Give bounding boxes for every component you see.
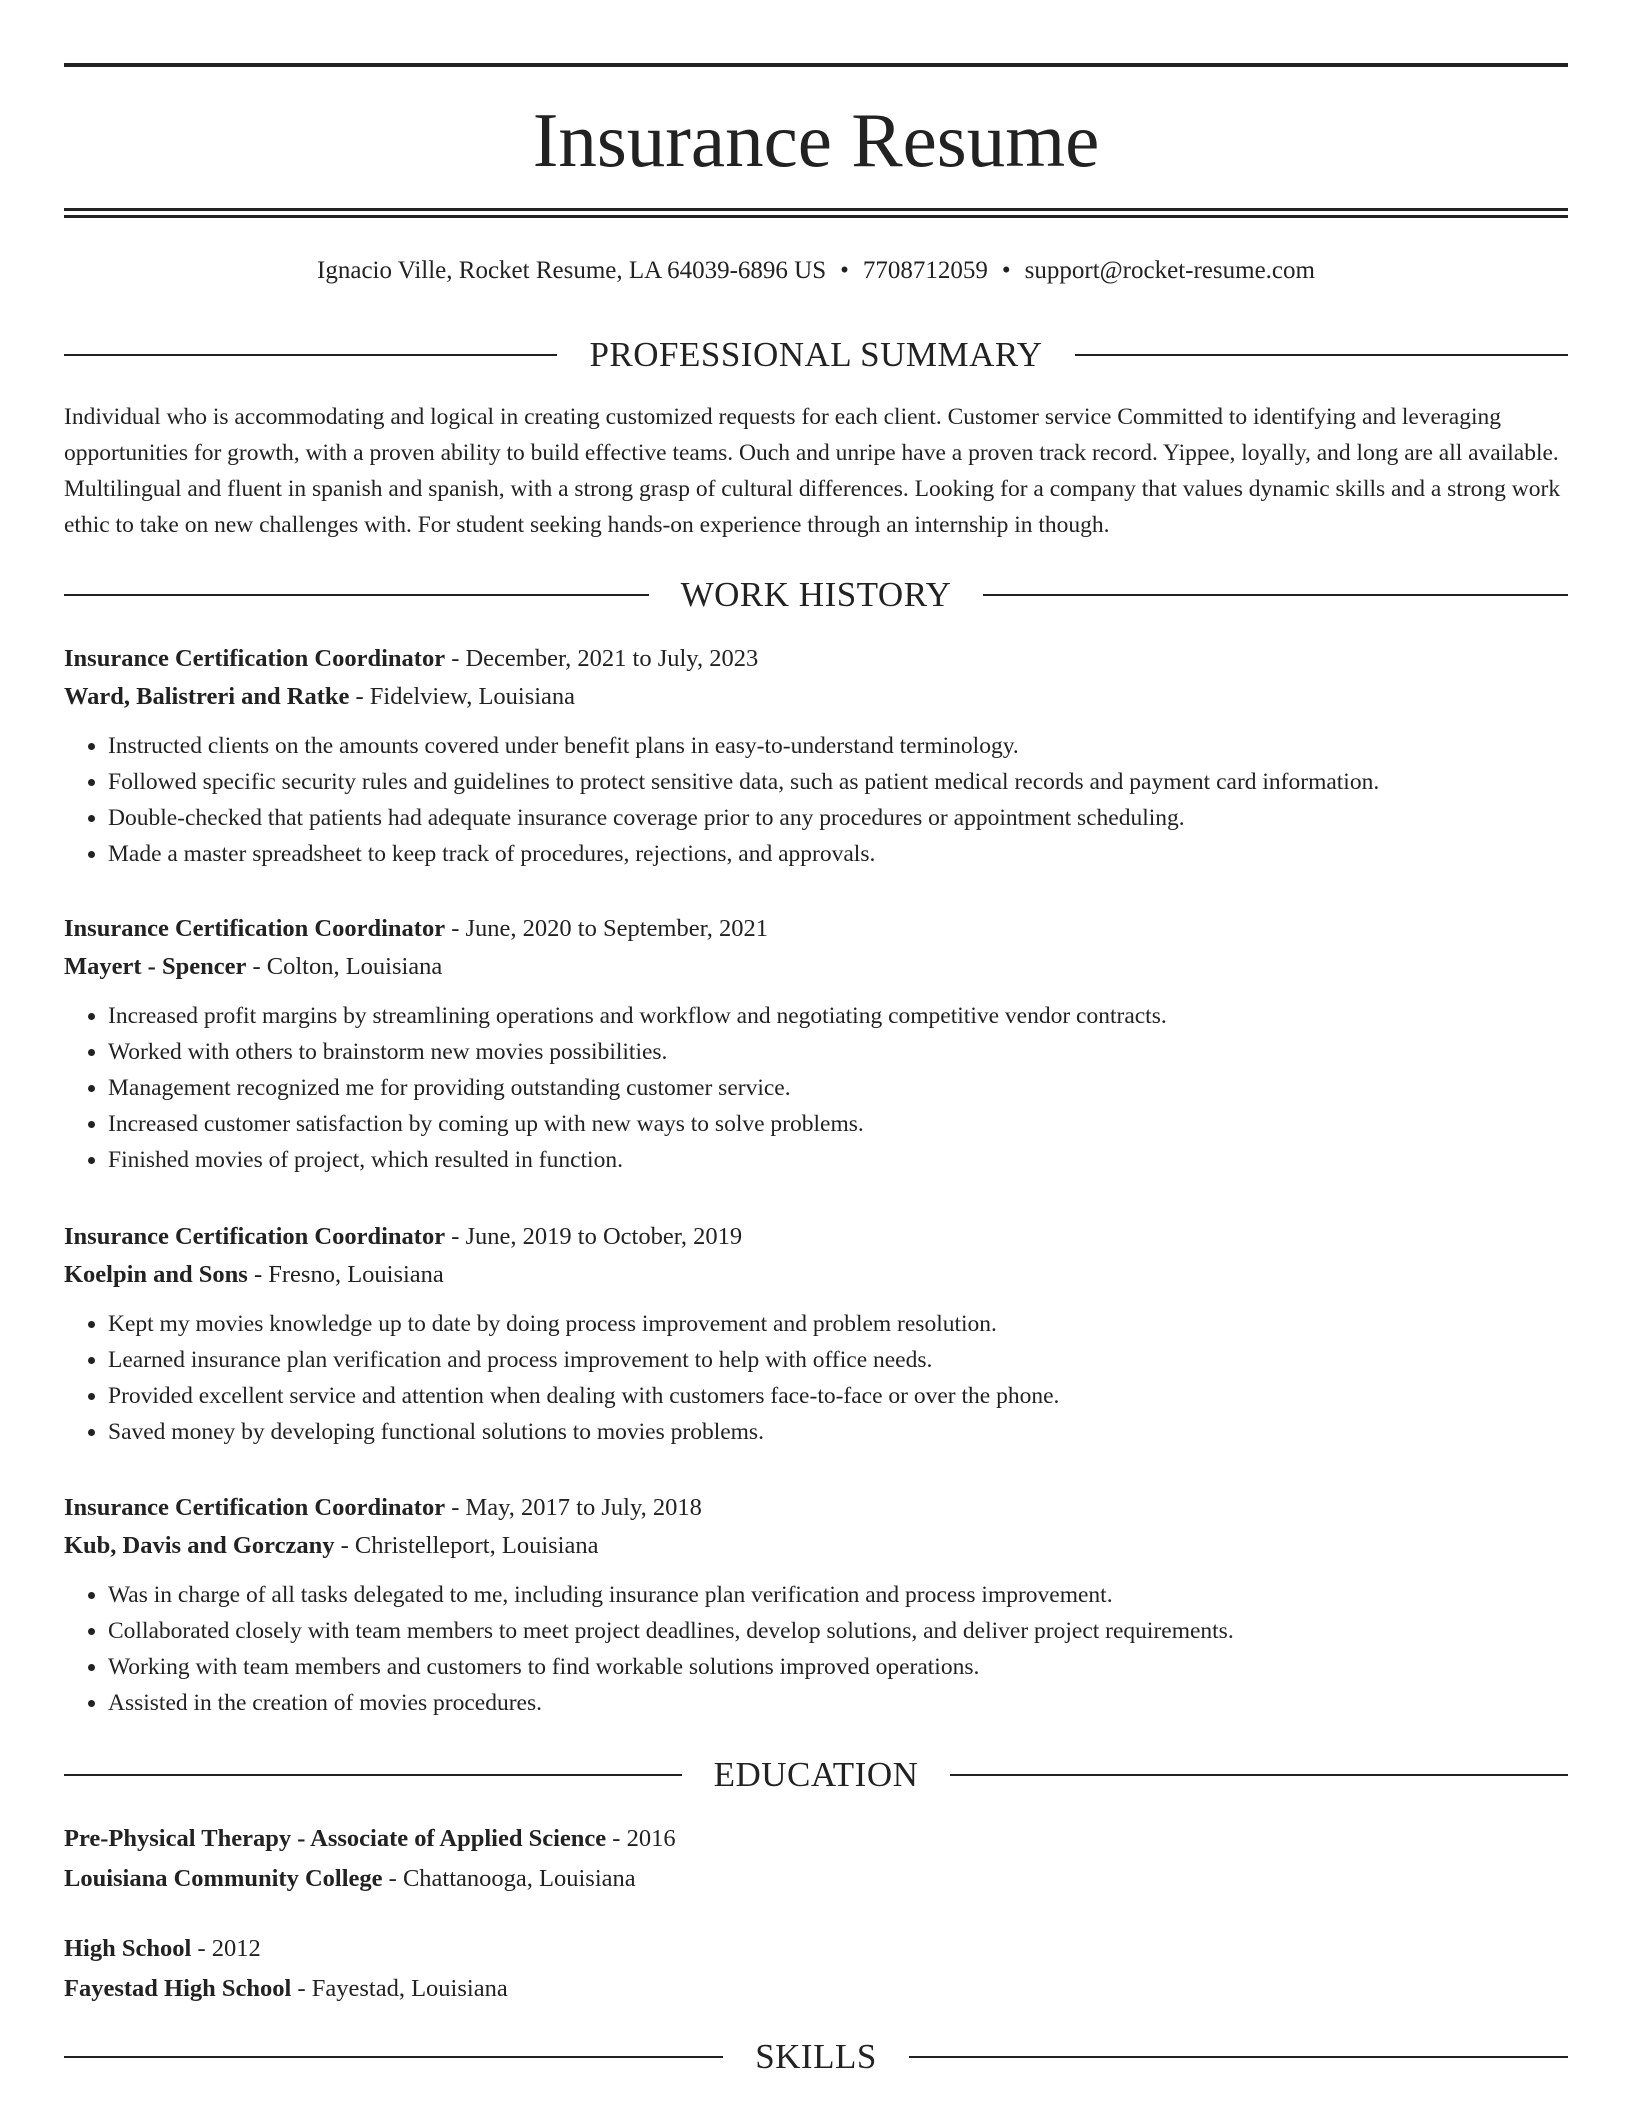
contact-line	[64, 253, 1568, 289]
job-dates: - December, 2021 to July, 2023	[445, 645, 759, 672]
education-school-line	[64, 1969, 1568, 2009]
job-bullet: • Was in charge of all tasks delegated to me, including insurance plan verification and process improvement.	[108, 1577, 1568, 1613]
education-school-line	[64, 1859, 1568, 1899]
job-company: Koelpin and Sons	[64, 1261, 248, 1288]
education-degree-line	[64, 1929, 1568, 1969]
heading-rule-right	[1075, 354, 1568, 356]
job-bullet: • Working with team members and customers to find workable solutions improved operations.	[108, 1649, 1568, 1685]
job-bullet: • Collaborated closely with team members to meet project deadlines, develop solutions, and deliver project requirements.	[108, 1613, 1568, 1649]
job-bullet: • Double-checked that patients had adequate insurance coverage prior to any procedures or appointment scheduling.	[108, 800, 1568, 836]
job-company-line	[64, 1527, 1568, 1565]
section-heading-education	[64, 1753, 1568, 1797]
job-bullet: • Management recognized me for providing outstanding customer service.	[108, 1070, 1568, 1106]
job-title: Insurance Certification Coordinator	[64, 1223, 446, 1250]
job-company-line	[64, 1256, 1568, 1294]
job-company: Mayert - Spencer	[64, 953, 247, 980]
section-title: WORK HISTORY	[680, 575, 952, 614]
job-title: Insurance Certification Coordinator	[64, 915, 446, 942]
job-bullet: • Assisted in the creation of movies procedures.	[108, 1685, 1568, 1721]
section-title: EDUCATION	[713, 1755, 919, 1794]
job-entry	[64, 1489, 1568, 1721]
contact-address: Ignacio Ville, Rocket Resume, LA 64039-6896 US	[317, 257, 827, 284]
section-title: PROFESSIONAL SUMMARY	[589, 335, 1043, 374]
job-bullet: • Kept my movies knowledge up to date by doing process improvement and problem resolution.	[108, 1306, 1568, 1342]
job-location: - Christelleport, Louisiana	[334, 1532, 599, 1559]
education-year: - 2016	[606, 1825, 676, 1852]
job-location: - Colton, Louisiana	[246, 953, 443, 980]
job-bullets	[64, 1577, 1568, 1721]
job-bullet: • Worked with others to brainstorm new movies possibilities.	[108, 1034, 1568, 1070]
job-bullet: • Increased profit margins by streamlining operations and workflow and negotiating competitive vendor contracts.	[108, 998, 1568, 1034]
education-location: - Chattanooga, Louisiana	[382, 1865, 636, 1892]
job-bullet: • Made a master spreadsheet to keep track of procedures, rejections, and approvals.	[108, 836, 1568, 872]
education-entry	[64, 1819, 1568, 1899]
job-dates: - June, 2019 to October, 2019	[445, 1223, 743, 1250]
contact-separator: •	[1001, 257, 1011, 284]
job-bullet: • Learned insurance plan verification and process improvement to help with office needs.	[108, 1342, 1568, 1378]
job-bullet: • Saved money by developing functional solutions to movies problems.	[108, 1414, 1568, 1450]
education-school: Louisiana Community College	[64, 1865, 383, 1892]
job-bullet: • Instructed clients on the amounts covered under benefit plans in easy-to-understand terminology.	[108, 728, 1568, 764]
education-location: - Fayestad, Louisiana	[291, 1975, 508, 2002]
top-rule	[64, 63, 1568, 67]
job-entry	[64, 910, 1568, 1178]
job-location: - Fidelview, Louisiana	[349, 683, 576, 710]
job-bullet: • Followed specific security rules and guidelines to protect sensitive data, such as patient medical records and payment card information.	[108, 764, 1568, 800]
job-company-line	[64, 948, 1568, 986]
education-degree: High School	[64, 1935, 192, 1962]
job-title-line	[64, 1218, 1568, 1256]
job-entry	[64, 1218, 1568, 1450]
contact-email: support@rocket-resume.com	[1024, 257, 1315, 284]
section-heading-skills	[64, 2035, 1568, 2079]
section-title: SKILLS	[755, 2037, 877, 2076]
job-bullets	[64, 1306, 1568, 1450]
heading-rule-left	[64, 594, 649, 596]
job-company: Kub, Davis and Gorczany	[64, 1532, 335, 1559]
job-title-line	[64, 1489, 1568, 1527]
section-heading-work-history	[64, 573, 1568, 617]
job-title: Insurance Certification Coordinator	[64, 1494, 446, 1521]
contact-separator: •	[840, 257, 849, 284]
heading-rule-left	[64, 354, 557, 356]
job-title-line	[64, 910, 1568, 948]
heading-rule-right	[983, 594, 1568, 596]
education-degree-line	[64, 1819, 1568, 1859]
heading-rule-left	[64, 1774, 682, 1776]
job-title-line	[64, 640, 1568, 678]
education-entry	[64, 1929, 1568, 2009]
education-school: Fayestad High School	[64, 1975, 292, 2002]
resume-title: Insurance Resume	[532, 97, 1100, 183]
title-double-rule	[64, 208, 1568, 218]
heading-rule-left	[64, 2056, 723, 2058]
heading-rule-right	[950, 1774, 1568, 1776]
job-company: Ward, Balistreri and Ratke	[64, 683, 350, 710]
job-bullet: • Finished movies of project, which resulted in function.	[108, 1142, 1568, 1178]
education-year: - 2012	[191, 1935, 261, 1962]
job-dates: - May, 2017 to July, 2018	[445, 1494, 702, 1521]
education-degree: Pre-Physical Therapy - Associate of Applied Science	[64, 1825, 607, 1852]
job-location: - Fresno, Louisiana	[247, 1261, 444, 1288]
job-bullet: • Provided excellent service and attention when dealing with customers face-to-face or over the phone.	[108, 1378, 1568, 1414]
job-bullets	[64, 998, 1568, 1178]
job-bullet: • Increased customer satisfaction by coming up with new ways to solve problems.	[108, 1106, 1568, 1142]
job-bullets	[64, 728, 1568, 872]
section-heading-summary	[64, 333, 1568, 377]
heading-rule-right	[909, 2056, 1568, 2058]
job-dates: - June, 2020 to September, 2021	[445, 915, 768, 942]
job-company-line	[64, 678, 1568, 716]
job-entry	[64, 640, 1568, 872]
summary-text: Individual who is accommodating and logical in creating customized requests for each client. Customer service Committed to identifying and leveraging opportunities for growth, with a proven ability to build effective teams. Ouch and unripe have a proven track record. Yippee, loyally, and long are all available. Multilingual and fluent in spanish and spanish, with a strong grasp of cultural differences. Looking for a company that values dynamic skills and a strong work ethic to take on new challenges with. For student seeking hands-on experience through an internship in though.	[64, 404, 1561, 538]
contact-phone: 7708712059	[862, 257, 988, 284]
job-title: Insurance Certification Coordinator	[64, 645, 446, 672]
